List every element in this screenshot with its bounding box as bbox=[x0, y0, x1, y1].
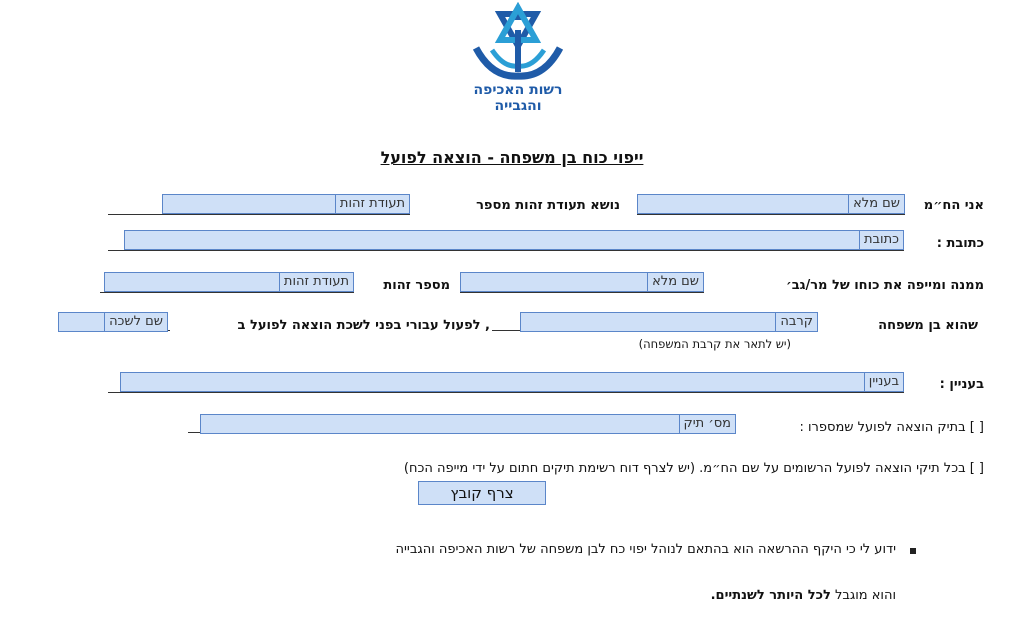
authority-logo bbox=[462, 0, 574, 118]
logo-line-1: רשות האכיפה bbox=[473, 82, 563, 98]
subject-field[interactable] bbox=[120, 372, 904, 392]
star-of-david-anchor-icon bbox=[462, 0, 574, 82]
notice-line-2 bbox=[711, 588, 896, 603]
row1-label-mid: נושא תעודת זהות מספר bbox=[476, 198, 620, 213]
row2-address-underline bbox=[108, 250, 904, 251]
principal-id-placeholder: תעודת זהות bbox=[335, 195, 405, 213]
attach-file-button[interactable]: צרף קובץ bbox=[418, 481, 546, 505]
agent-name-placeholder: שם מלא bbox=[647, 273, 699, 291]
agent-id-field[interactable] bbox=[104, 272, 354, 292]
relation-placeholder: קרבה bbox=[775, 313, 813, 331]
agent-id-placeholder: תעודת זהות bbox=[279, 273, 349, 291]
case-number-placeholder: מס׳ תיק bbox=[679, 415, 731, 433]
agent-name-field[interactable] bbox=[460, 272, 704, 292]
relation-field[interactable] bbox=[520, 312, 818, 332]
row1-name-underline bbox=[637, 214, 905, 215]
row3-name-underline bbox=[460, 292, 704, 293]
row3-label-start: ממנה ומייפה את כוחו של מר/גב׳ bbox=[785, 278, 984, 293]
notice-line-1: ידוע לי כי היקף ההרשאה הוא בהתאם לנוהל יפוי כח לבן משפחה של רשות האכיפה והגבייה bbox=[395, 542, 896, 557]
subject-placeholder: בעניין bbox=[864, 373, 899, 391]
row1-id-underline bbox=[108, 214, 410, 215]
row1-label-start: אני הח״מ bbox=[923, 198, 984, 213]
principal-id-field[interactable] bbox=[162, 194, 410, 214]
row2-address-label: כתובת : bbox=[936, 236, 984, 251]
row6-case-text: [ ] בתיק הוצאה לפועל שמספרו : bbox=[799, 420, 984, 435]
principal-name-field[interactable] bbox=[637, 194, 905, 214]
notice-line-2-bold: לכל היותר לשנתיים. bbox=[710, 588, 831, 603]
form-title: ייפוי כוח בן משפחה - הוצאה לפועל bbox=[380, 148, 644, 167]
address-field[interactable] bbox=[124, 230, 904, 250]
row3-id-underline bbox=[100, 292, 354, 293]
row7-all-cases-text: [ ] בכל תיקי הוצאה לפועל הרשומים על שם הח״מ. (יש לצרף דוח רשימת תיקים חתום על ידי מייפה הכח) bbox=[403, 461, 984, 476]
row5-subject-label: בעניין : bbox=[939, 377, 984, 392]
office-placeholder: שם לשכה bbox=[104, 313, 163, 331]
row5-subject-underline bbox=[108, 392, 904, 393]
case-number-field[interactable] bbox=[200, 414, 736, 434]
principal-name-placeholder: שם מלא bbox=[848, 195, 900, 213]
row3-label-mid: מספר זהות bbox=[383, 278, 450, 293]
row4-label-mid: , לפעול עבורי בפני לשכת הוצאה לפועל ב bbox=[237, 318, 490, 333]
address-placeholder: כתובת bbox=[859, 231, 899, 249]
notice-line-2-plain: והוא מוגבל bbox=[834, 588, 896, 603]
logo-line-2: והגבייה bbox=[494, 98, 542, 114]
bullet-icon bbox=[910, 548, 916, 554]
row4-note: (יש לתאר את קרבת המשפחה) bbox=[638, 337, 791, 351]
office-field[interactable] bbox=[58, 312, 168, 332]
row4-label-start: שהוא בן משפחה bbox=[878, 318, 978, 333]
